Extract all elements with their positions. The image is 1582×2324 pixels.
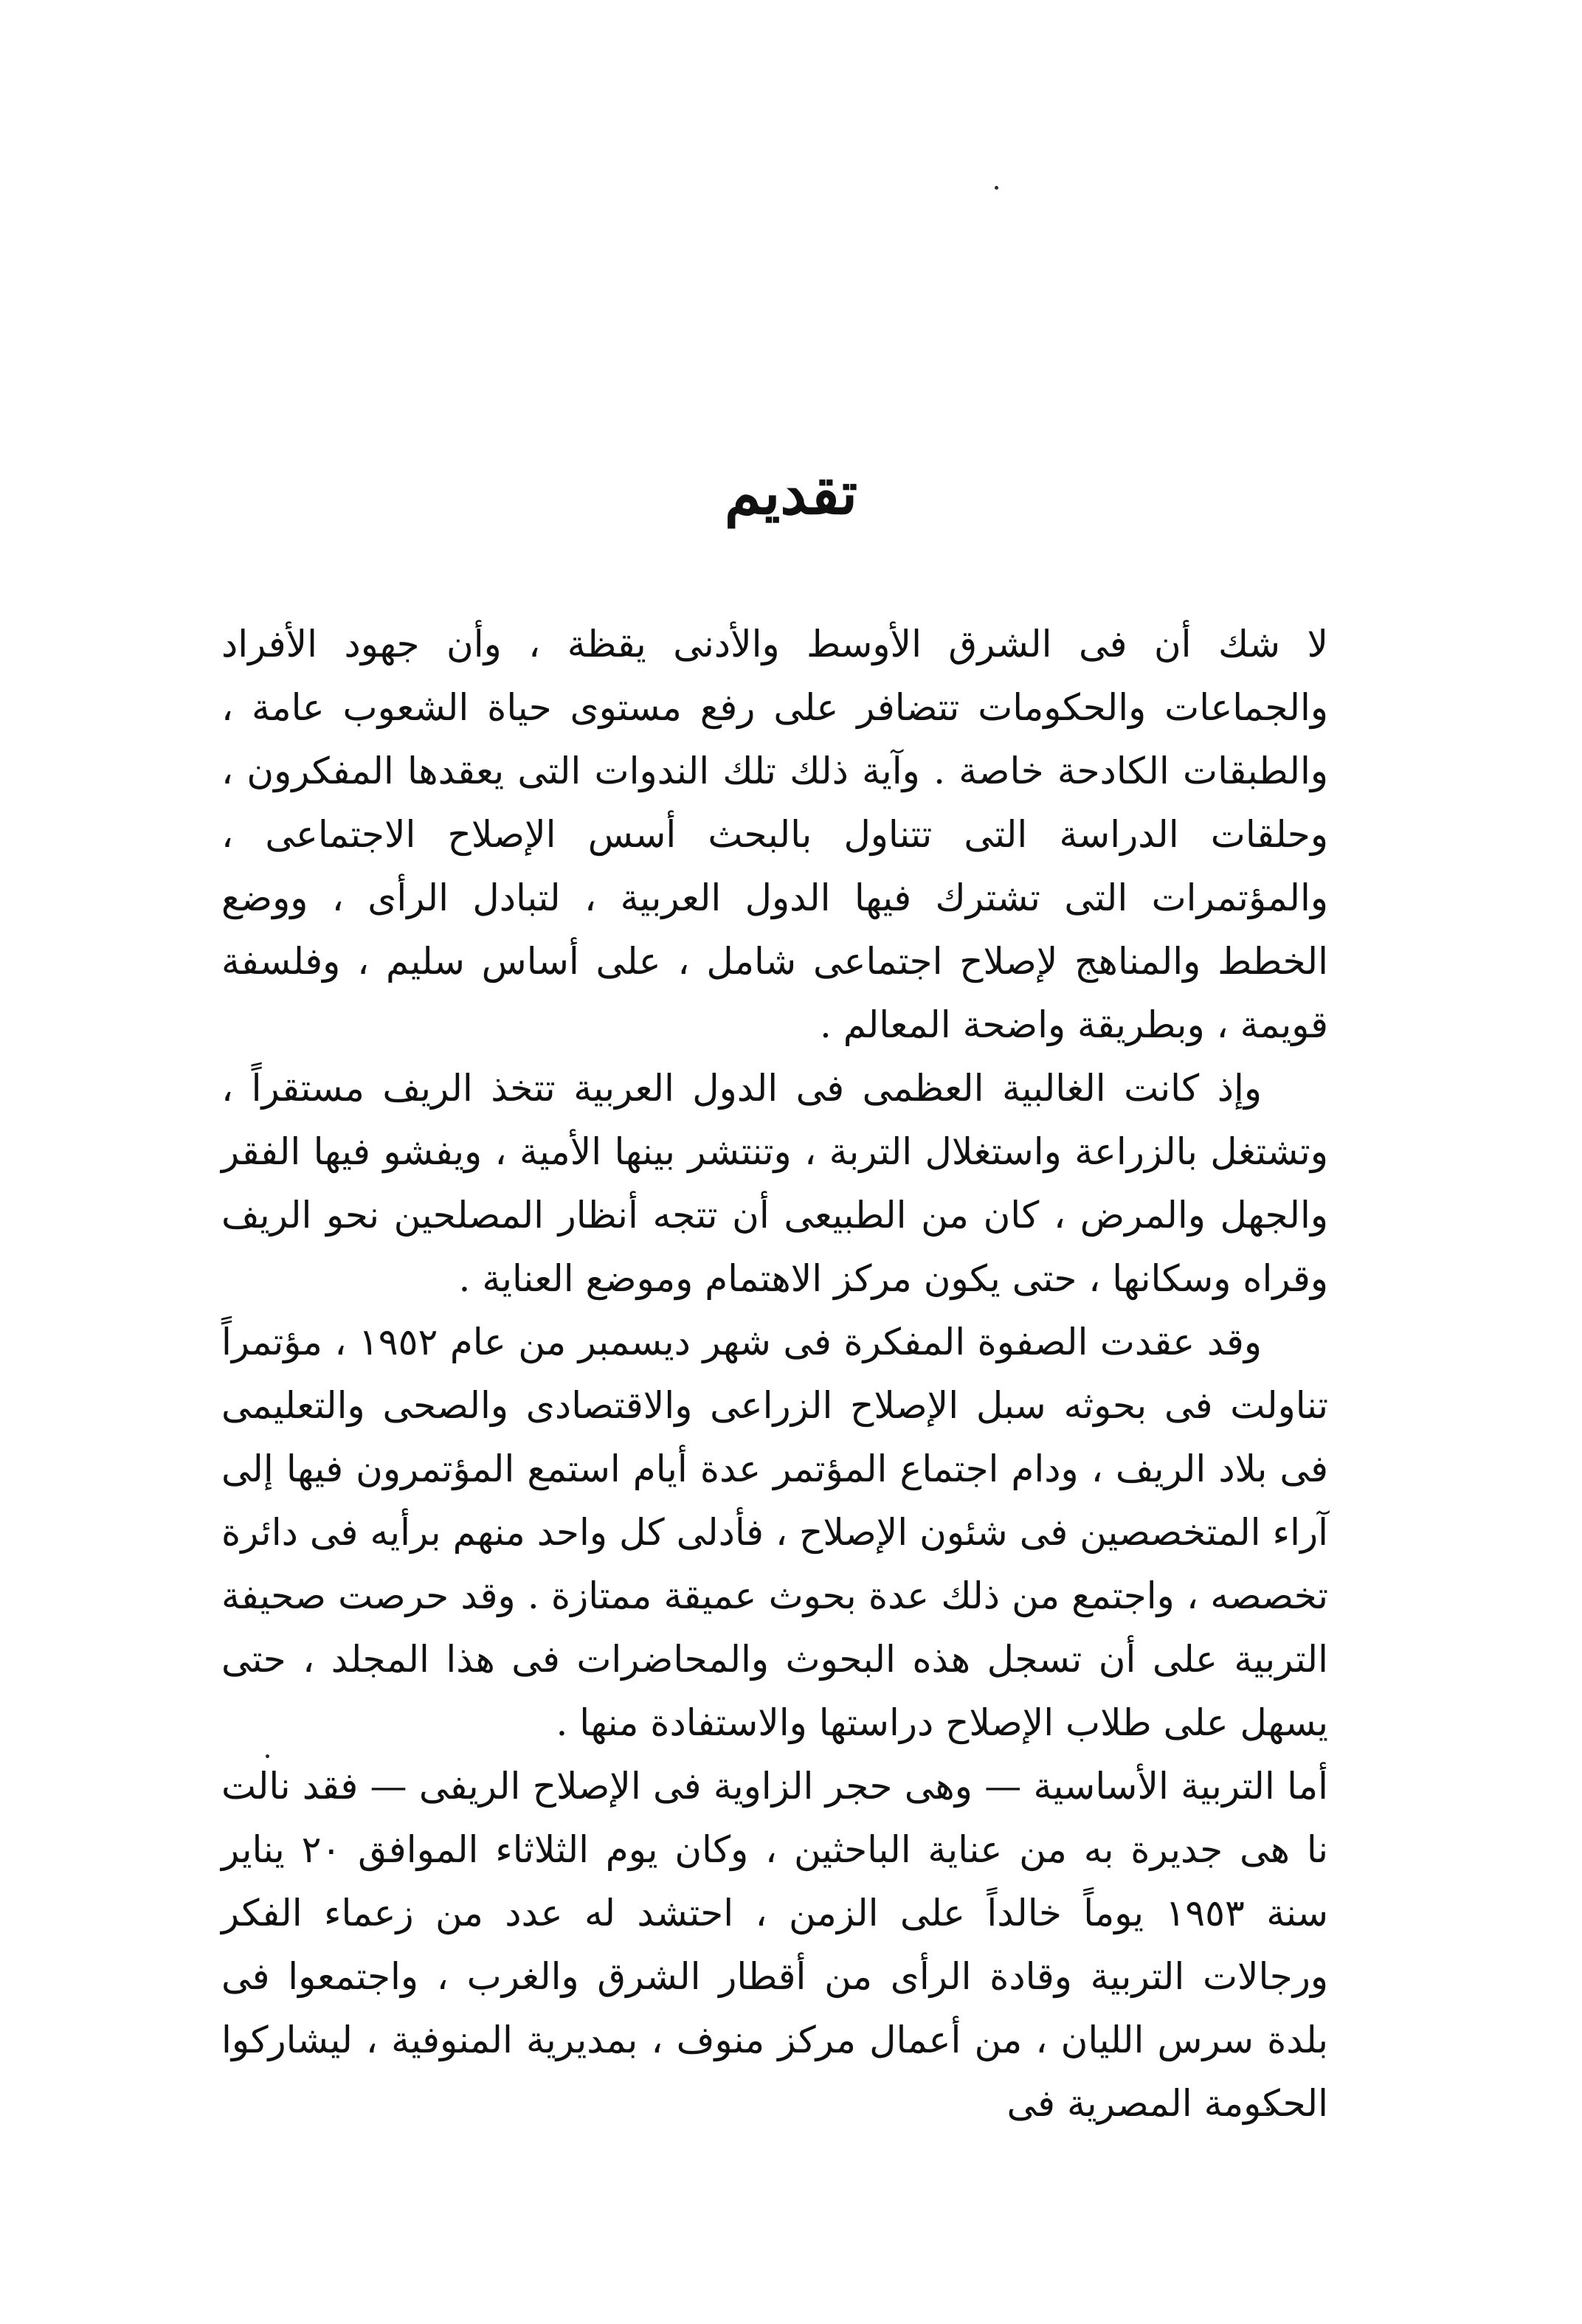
paragraph-4: أما التربية الأساسية — وهى حجر الزاوية فى الإصلاح الريفى — فقد نالت نا هى جديرة به من عناية الباحثين ، وكان يوم الثلاثاء الموافق ٢٠ يناير سنة ١٩٥٣ يوماً خالداً على الزمن ، احتشد له عدد من زعماء الفكر ورجالات التربية وقادة الرأى من أقطار الشرق والغرب ، واجتمعوا فى بلدة سرس الليان ، من أعمال مركز منوف ، بمديرية المنوفية ، ليشاركوا الحكومة المصرية فى	[221, 1765, 1328, 2125]
paragraph-3: وقد عقدت الصفوة المفكرة فى شهر ديسمبر من عام ١٩٥٢ ، مؤتمراً تناولت فى بحوثه سبل الإصلاح الزراعى والاقتصادى والصحى والتعليمى فى بلاد الريف ، ودام اجتماع المؤتمر عدة أيام استمع المؤتمرون فيها إلى آراء المتخصصين فى شئون الإصلاح ، فأدلى كل واحد منهم برأيه فى دائرة تخصصه ، واجتمع من ذلك عدة بحوث عميقة ممتازة . وقد حرصت صحيفة التربية على أن تسجل هذه البحوث والمحاضرات فى هذا المجلد ، حتى يسهل على طلاب الإصلاح دراستها والاستفادة منها .	[221, 1321, 1328, 1744]
page-title: تقديم	[724, 458, 858, 528]
body-text	[221, 612, 1328, 2135]
paragraph-2: وإذ كانت الغالبية العظمى فى الدول العربية تتخذ الريف مستقراً ، وتشتغل بالزراعة واستغلال التربة ، وتنتشر بينها الأمية ، ويفشو فيها الفقر والجهل والمرض ، كان من الطبيعى أن تتجه أنظار المصلحين نحو الريف وقراه وسكانها ، حتى يكون مركز الاهتمام وموضع العناية .	[221, 1067, 1328, 1300]
paragraph-1: لا شك أن فى الشرق الأوسط والأدنى يقظة ، وأن جهود الأفراد والجماعات والحكومات تتضافر على رفع مستوى حياة الشعوب عامة ، والطبقات الكادحة خاصة . وآية ذلك تلك الندوات التى يعقدها المفكرون ، وحلقات الدراسة التى تتناول بالبحث أسس الإصلاح الاجتماعى ، والمؤتمرات التى تشترك فيها الدول العربية ، لتبادل الرأى ، ووضع الخطط والمناهج لإصلاح اجتماعى شامل ، على أساس سليم ، وفلسفة قويمة ، وبطريقة واضحة المعالم .	[221, 623, 1328, 1046]
scan-speck	[995, 186, 998, 190]
